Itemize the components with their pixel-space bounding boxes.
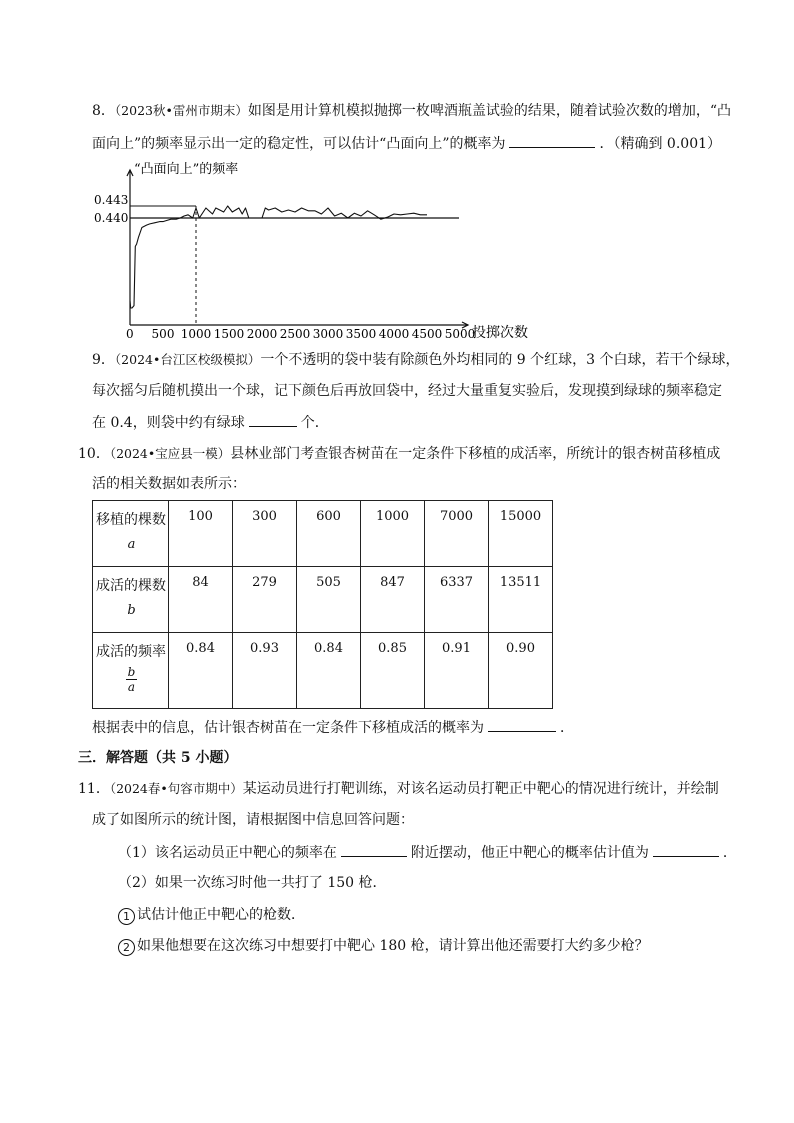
q8-number: 8．	[92, 103, 115, 119]
q10-text2: 活的相关数据如表所示：	[92, 476, 246, 492]
table-cell: 100	[169, 501, 233, 567]
q9-line2	[92, 381, 722, 401]
x-tick-label: 3000	[312, 327, 344, 340]
q10-text3a: 根据表中的信息，估计银杏树苗在一定条件下移植成活的概率为	[92, 720, 484, 736]
q9-text3a: 在 0.4，则袋中约有绿球	[92, 415, 245, 431]
row2-var: b	[127, 603, 136, 618]
table-cell: 0.90	[489, 633, 553, 709]
q11-part2	[118, 873, 387, 893]
q8-line2	[92, 133, 721, 154]
q11-p2: （2）如果一次练习时他一共打了 150 枪．	[118, 875, 387, 891]
x-tick-label: 2500	[279, 327, 311, 340]
row3-header	[93, 633, 169, 709]
q9-source: （2024•台江区校级模拟）	[114, 352, 261, 367]
q11-number: 11．	[78, 781, 110, 797]
y-tick-label: 0.440	[94, 211, 129, 225]
table-cell: 505	[297, 567, 361, 633]
x-tick-label: 4500	[411, 327, 443, 340]
x-tick-label: 0	[126, 327, 134, 340]
q9-text3b: 个．	[300, 415, 329, 431]
q11-sub2	[118, 936, 649, 956]
circled-number-2: 2	[118, 939, 135, 956]
x-tick-label: 5000	[444, 327, 476, 340]
row3-label: 成活的频率	[96, 644, 166, 660]
frequency-chart	[88, 155, 528, 340]
table-cell: 1000	[361, 501, 425, 567]
table-cell: 6337	[425, 567, 489, 633]
table-cell: 600	[297, 501, 361, 567]
table-cell: 13511	[489, 567, 553, 633]
row1-var: a	[127, 537, 136, 552]
seedling-data-table	[92, 500, 553, 709]
row1-header	[93, 501, 169, 567]
q10-answer-blank[interactable]	[488, 717, 556, 732]
q10-number: 10．	[78, 446, 110, 462]
table-cell: 847	[361, 567, 425, 633]
q11-p1-blank2[interactable]	[653, 842, 719, 857]
q8-text1: 如图是用计算机模拟抛掷一枚啤酒瓶盖试验的结果，随着试验次数的增加，“凸	[247, 103, 732, 119]
table-cell: 300	[233, 501, 297, 567]
table-cell: 84	[169, 567, 233, 633]
fraction-numerator: b	[127, 665, 136, 679]
q10-line2	[92, 474, 246, 494]
fraction-denominator: a	[127, 680, 136, 694]
q9-line3	[92, 412, 329, 433]
table-cell: 7000	[425, 501, 489, 567]
chart-x-axis-label: 投掷次数	[472, 325, 528, 340]
q11-p1c: ．	[722, 845, 737, 861]
q11-p1-blank1[interactable]	[341, 842, 407, 857]
q8-source: （2023秋•雷州市期末）	[114, 103, 248, 118]
q9-line1	[92, 350, 740, 370]
x-tick-label: 1000	[180, 327, 212, 340]
table-cell: 15000	[489, 501, 553, 567]
q9-answer-blank[interactable]	[249, 412, 297, 427]
q8-answer-blank[interactable]	[509, 133, 595, 148]
x-tick-label: 1500	[213, 327, 245, 340]
q9-text1: 一个不透明的袋中装有除颜色外均相同的 9 个红球，3 个白球，若干个绿球，	[260, 352, 740, 368]
fraction-b-over-a	[126, 665, 138, 694]
q8-line1	[92, 101, 731, 121]
table-cell: 0.85	[361, 633, 425, 709]
circled-number-1: 1	[118, 908, 135, 925]
table-row	[93, 633, 553, 709]
q9-number: 9．	[92, 352, 115, 368]
q11-p1a: （1）该名运动员正中靶心的频率在	[118, 845, 337, 861]
q11-source: （2024春•句容市期中）	[109, 781, 243, 796]
row2-header	[93, 567, 169, 633]
chart-y-axis-label: “凸面向上”的频率	[134, 162, 239, 177]
q10-source: （2024•宝应县一模）	[109, 446, 231, 461]
q9-text2: 每次摇匀后随机摸出一个球，记下颜色后再放回袋中，经过大量重复实验后，发现摸到绿球的频率稳定	[92, 383, 722, 399]
table-cell: 0.93	[233, 633, 297, 709]
x-tick-label: 4000	[378, 327, 410, 340]
q11-line2	[92, 810, 414, 830]
x-tick-label: 3500	[345, 327, 377, 340]
series-line-0	[130, 206, 427, 308]
q11-text2: 成了如图所示的统计图，请根据图中信息回答问题：	[92, 812, 414, 828]
x-tick-label: 500	[151, 327, 175, 340]
q8-text2b: ．（精确到 0.001）	[599, 136, 722, 152]
q11-sub1	[118, 905, 305, 925]
q11-s2: 如果他想要在这次练习中想要打中靶心 180 枪，请计算出他还需要打大约多少枪？	[137, 938, 649, 954]
table-cell: 279	[233, 567, 297, 633]
y-tick-label: 0.443	[94, 193, 129, 207]
table-cell: 0.91	[425, 633, 489, 709]
table-cell: 0.84	[169, 633, 233, 709]
row1-label: 移植的棵数	[96, 512, 166, 528]
row2-label: 成活的棵数	[96, 578, 166, 594]
q10-text3b: ．	[560, 720, 574, 736]
q8-text2a: 面向上”的频率显示出一定的稳定性，可以估计“凸面向上”的概率为	[92, 136, 506, 152]
q11-text1: 某运动员进行打靶训练，对该名运动员打靶正中靶心的情况进行统计，并绘制	[242, 781, 719, 797]
q11-line1	[78, 779, 719, 799]
table-row	[93, 501, 553, 567]
q11-s1: 试估计他正中靶心的枪数．	[137, 907, 305, 923]
q11-part1	[118, 842, 737, 863]
section-heading: 三．解答题（共 5 小题）	[78, 750, 238, 766]
table-cell: 0.84	[297, 633, 361, 709]
table-row	[93, 567, 553, 633]
q10-line1	[78, 444, 720, 464]
q10-text1: 县林业部门考查银杏树苗在一定条件下移植的成活率，所统计的银杏树苗移植成	[230, 446, 721, 462]
x-tick-label: 2000	[246, 327, 278, 340]
q11-p1b: 附近摆动，他正中靶心的概率估计值为	[410, 845, 649, 861]
q10-line3	[92, 717, 574, 738]
